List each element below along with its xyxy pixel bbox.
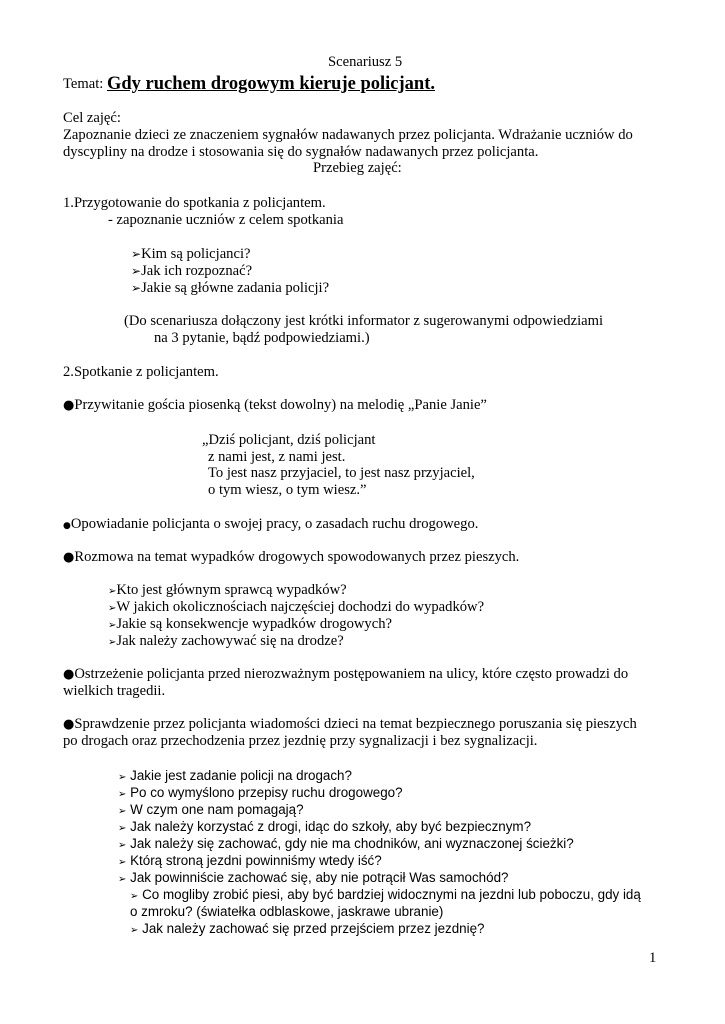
list-item: ➢ W czym one nam pomagają? bbox=[118, 802, 304, 817]
arrow-bullet-icon: ➢ bbox=[131, 247, 142, 261]
arrow-bullet-icon: ➢ bbox=[118, 789, 127, 800]
arrow-bullet-icon: ➢ bbox=[118, 874, 127, 885]
song-line-2: z nami jest, z nami jest. bbox=[208, 449, 346, 465]
list-item: ➢ Którą stroną jezdni powinniśmy wtedy iść? bbox=[118, 853, 382, 868]
list-item: ➢ Po co wymyślono przepisy ruchu drogowego? bbox=[118, 785, 403, 800]
bullet-icon: ● bbox=[63, 521, 71, 531]
list-item: ➢Jakie są konsekwencje wypadków drogowych? bbox=[108, 616, 392, 632]
section1-sub: - zapoznanie uczniów z celem spotkania bbox=[108, 212, 344, 228]
arrow-bullet-icon: ➢ bbox=[118, 857, 127, 868]
note-line-1: (Do scenariusza dołączony jest krótki informator z sugerowanymi odpowiedziami bbox=[124, 313, 604, 329]
arrow-bullet-icon: ➢ bbox=[108, 586, 117, 597]
topic-line bbox=[63, 75, 435, 93]
warning-line-2: wielkich tragedii. bbox=[63, 683, 166, 699]
topic-title: Gdy ruchem drogowym kieruje policjant. bbox=[106, 74, 435, 94]
talk-item: ●Rozmowa na temat wypadków drogowych spowodowanych przez pieszych. bbox=[63, 549, 520, 565]
list-item: ➢Jak ich rozpoznać? bbox=[131, 263, 253, 279]
check-line-2: po drogach oraz przechodzenia przez jezdnię przy sygnalizacji i bez sygnalizacji. bbox=[63, 733, 538, 749]
arrow-bullet-icon: ➢ bbox=[118, 806, 127, 817]
arrow-bullet-icon: ➢ bbox=[118, 823, 127, 834]
bullet-icon: ● bbox=[63, 398, 75, 413]
arrow-bullet-icon: ➢ bbox=[108, 620, 117, 631]
list-item: ➢W jakich okolicznościach najczęściej dochodzi do wypadków? bbox=[108, 599, 485, 615]
arrow-bullet-icon: ➢ bbox=[130, 891, 139, 902]
course-heading: Przebieg zajęć: bbox=[313, 160, 402, 176]
list-item: ➢Jakie są główne zadania policji? bbox=[131, 280, 330, 296]
list-item-continuation: o zmroku? (światełka odblaskowe, jaskrawe ubranie) bbox=[130, 904, 444, 919]
list-item: ➢ Jak powinniście zachować się, aby nie potrącił Was samochód? bbox=[118, 870, 509, 885]
list-item: ➢Kim są policjanci? bbox=[131, 246, 251, 262]
goals-line-2: dyscypliny na drodze i stosowania się do sygnałów nadawanych przez policjanta. bbox=[63, 144, 539, 160]
welcome-item: ●Przywitanie gościa piosenką (tekst dowolny) na melodię „Panie Janie” bbox=[63, 397, 487, 413]
arrow-bullet-icon: ➢ bbox=[131, 264, 142, 278]
arrow-bullet-icon: ➢ bbox=[108, 603, 117, 614]
section2-title: 2.Spotkanie z policjantem. bbox=[63, 364, 219, 380]
bullet-icon: ● bbox=[63, 550, 75, 565]
goals-label: Cel zajęć: bbox=[63, 110, 121, 126]
arrow-bullet-icon: ➢ bbox=[130, 925, 139, 936]
goals-line-1: Zapoznanie dzieci ze znaczeniem sygnałów nadawanych przez policjanta. Wdrażanie uczniów do bbox=[63, 127, 633, 143]
list-item: ➢ Jak należy się zachować, gdy nie ma chodników, ani wyznaczonej ścieżki? bbox=[118, 836, 574, 851]
warning-line-1: ●Ostrzeżenie policjanta przed nierozważnym postępowaniem na ulicy, które często prowadzi do bbox=[63, 666, 629, 682]
arrow-bullet-icon: ➢ bbox=[108, 637, 117, 648]
arrow-bullet-icon: ➢ bbox=[131, 281, 142, 295]
scenario-header: Scenariusz 5 bbox=[328, 54, 403, 70]
song-line-4: o tym wiesz, o tym wiesz.” bbox=[208, 482, 367, 498]
list-item: ➢Kto jest głównym sprawcą wypadków? bbox=[108, 582, 347, 598]
list-item: ➢ Jak należy zachować się przed przejściem przez jezdnię? bbox=[130, 921, 485, 936]
note-line-2: na 3 pytanie, bądź podpowiedziami.) bbox=[154, 330, 370, 346]
arrow-bullet-icon: ➢ bbox=[118, 772, 127, 783]
bullet-icon: ● bbox=[63, 667, 75, 682]
section1-title: 1.Przygotowanie do spotkania z policjantem. bbox=[63, 195, 326, 211]
arrow-bullet-icon: ➢ bbox=[118, 840, 127, 851]
song-line-1: „Dziś policjant, dziś policjant bbox=[202, 432, 376, 448]
song-line-3: To jest nasz przyjaciel, to jest nasz przyjaciel, bbox=[208, 465, 475, 481]
page-number: 1 bbox=[649, 950, 657, 966]
list-item: ➢Jak należy zachowywać się na drodze? bbox=[108, 633, 344, 649]
bullet-icon: ● bbox=[63, 717, 75, 732]
check-line-1: ●Sprawdzenie przez policjanta wiadomości dzieci na temat bezpiecznego poruszania się pieszych bbox=[63, 716, 637, 732]
list-item: ➢ Jak należy korzystać z drogi, idąc do szkoły, aby być bezpiecznym? bbox=[118, 819, 532, 834]
list-item: ➢ Co mogliby zrobić piesi, aby być bardziej widocznymi na jezdni lub poboczu, gdy idą bbox=[130, 887, 641, 902]
list-item: ➢ Jakie jest zadanie policji na drogach? bbox=[118, 768, 352, 783]
topic-label: Temat: bbox=[63, 76, 104, 92]
story-item: ●Opowiadanie policjanta o swojej pracy, o zasadach ruchu drogowego. bbox=[63, 516, 479, 532]
